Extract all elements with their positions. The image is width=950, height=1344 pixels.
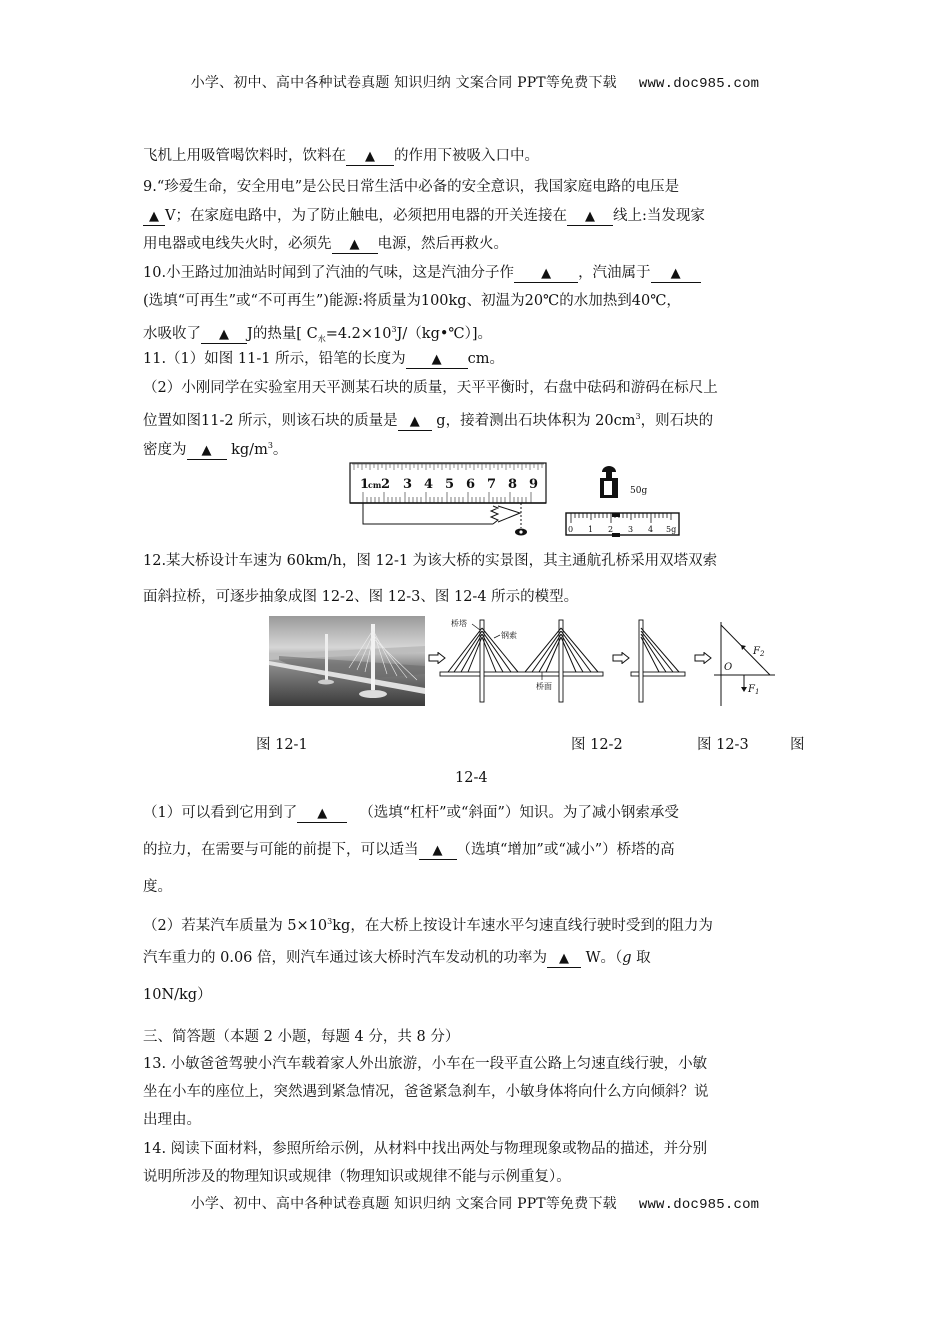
text: cm。: [467, 351, 504, 367]
superscript: 3: [327, 917, 333, 926]
q12-part2-line-3: [143, 985, 809, 1005]
text: （2）小刚同学在实验室用天平测某石块的质量，天平平衡时，右盘中砝码和游码在标尺上: [143, 380, 718, 396]
answer-blank[interactable]: [651, 265, 701, 283]
caption-fig-12-2: 图 12-2: [571, 737, 623, 753]
q12-part1-line-3: [143, 877, 809, 897]
q11-line-2: [143, 378, 809, 398]
text: 13. 小敏爸爸驾驶小汽车载着家人外出旅游，小车在一段平直公路上匀速直线行驶，小敏: [143, 1056, 708, 1072]
page-footer: [0, 1193, 950, 1213]
blank-triangle-icon: ▲: [349, 237, 360, 252]
svg-text:cm: cm: [368, 480, 382, 490]
label-cable: 钢索: [501, 631, 517, 640]
label-f2: $F_2$: [753, 646, 765, 658]
text: 水吸收了: [143, 325, 201, 342]
text: 度。: [143, 879, 172, 895]
text: =4.2×10: [325, 325, 392, 342]
answer-blank[interactable]: [201, 326, 247, 344]
svg-text:4: 4: [424, 477, 434, 492]
answer-blank[interactable]: [398, 413, 432, 431]
q11-line-1: [143, 349, 809, 369]
text: 9.“珍爱生命，安全用电”是公民日常生活中必备的安全意识，我国家庭电路的电压是: [143, 179, 680, 195]
label-deck: 桥面: [536, 682, 552, 691]
text: 电源，然后再救火。: [377, 236, 508, 252]
svg-text:9: 9: [529, 477, 539, 492]
arrow-right-icon: [612, 652, 630, 664]
label-f1: $F_1$: [748, 684, 760, 696]
q9-line-1: [143, 177, 809, 197]
text: 说明所涉及的物理知识或规律（物理知识或规律不能与示例重复）。: [143, 1169, 571, 1185]
answer-blank[interactable]: [143, 208, 165, 226]
blank-triangle-icon: ▲: [541, 266, 552, 281]
q12-line-2: [143, 587, 809, 607]
text: W。（: [581, 950, 623, 966]
q13-line-1: [143, 1054, 809, 1074]
blank-triangle-icon: ▲: [409, 413, 420, 429]
single-tower-diagram: [629, 614, 689, 708]
q12-line-1: [143, 551, 809, 571]
text: 面斜拉桥，可逐步抽象成图 12-2、图 12-3、图 12-4 所示的模型。: [143, 589, 579, 605]
svg-text:8: 8: [508, 477, 518, 492]
label-tower: 桥塔: [451, 619, 467, 628]
text: 出理由。: [143, 1112, 201, 1128]
text: 位置如图11-2 所示，则该石块的质量是: [143, 412, 398, 429]
text: 14. 阅读下面材料，参照所给示例，从材料中找出两处与物理现象或物品的描述，并分别: [143, 1141, 708, 1157]
text: kg，在大桥上按设计车速水平匀速直线行驶时受到的阻力为: [332, 917, 713, 934]
q8-line: [143, 146, 809, 166]
ruler-pencil-figure: [348, 462, 548, 538]
bridge-photo: [269, 616, 425, 706]
caption-fig-12-4-prefix: 图: [790, 737, 805, 753]
answer-blank[interactable]: [346, 148, 394, 166]
answer-blank[interactable]: [514, 265, 578, 283]
q12-part2-line-1: [143, 912, 809, 936]
blank-triangle-icon: ▲: [559, 951, 570, 966]
text: 用电器或电线失火时，必须先: [143, 236, 332, 252]
q9-line-3: [143, 234, 809, 254]
weight-scale-figure: [562, 462, 684, 538]
svg-text:4: 4: [648, 525, 654, 534]
svg-text:7: 7: [487, 477, 497, 492]
svg-text:5g: 5g: [666, 525, 677, 534]
text: 取: [631, 950, 651, 966]
q11-line-3: [143, 407, 809, 431]
text: 10.小王路过加油站时闻到了汽油的气味，这是汽油分子作: [143, 265, 515, 281]
blank-triangle-icon: ▲: [584, 209, 595, 224]
q13-line-2: [143, 1082, 809, 1102]
text: 坐在小车的座位上，突然遇到紧急情况，爸爸紧急刹车，小敏身体将向什么方向倾斜？说: [143, 1084, 709, 1100]
svg-text:3: 3: [403, 477, 413, 492]
footer-text: 小学、初中、高中各种试卷真题 知识归纳 文案合同 PPT等免费下载: [190, 1196, 617, 1212]
cable-stayed-bridge-diagram: [438, 614, 618, 708]
svg-text:1: 1: [588, 525, 594, 534]
q11-line-4: [143, 436, 809, 460]
svg-text:1: 1: [360, 477, 370, 492]
text: 的作用下被吸入口中。: [394, 148, 539, 164]
section-3-title: [143, 1027, 809, 1047]
header-url: www.doc985.com: [638, 76, 760, 92]
text: 12.某大桥设计车速为 60km/h，图 12-1 为该大桥的实景图，其主通航孔桥采用双塔双索: [143, 553, 718, 569]
text: 。: [272, 441, 288, 458]
caption-fig-12-4: 12-4: [455, 770, 488, 786]
answer-blank[interactable]: [567, 208, 613, 226]
svg-text:5: 5: [445, 477, 455, 492]
svg-text:3: 3: [628, 525, 634, 534]
answer-blank[interactable]: [187, 442, 227, 460]
footer-url: www.doc985.com: [638, 1197, 760, 1213]
text: 11.（1）如图 11-1 所示，铅笔的长度为: [143, 351, 406, 367]
text: 三、简答题（本题 2 小题，每题 4 分，共 8 分）: [143, 1029, 460, 1045]
answer-blank[interactable]: [297, 805, 347, 823]
text: （选填“增加”或“减小”）桥塔的高: [456, 842, 675, 858]
text: 的拉力，在需要与可能的前提下，可以适当: [143, 842, 419, 858]
answer-blank[interactable]: [419, 842, 457, 860]
blank-triangle-icon: ▲: [317, 806, 328, 821]
blank-triangle-icon: ▲: [201, 442, 212, 458]
svg-text:6: 6: [466, 477, 476, 492]
q14-line-2: [143, 1167, 809, 1187]
q12-part2-line-2: [143, 948, 809, 968]
blank-triangle-icon: ▲: [149, 209, 159, 224]
superscript: 3: [391, 325, 397, 334]
text: （选填“杠杆”或“斜面”）知识。为了减小钢索承受: [359, 805, 679, 821]
text: J/（kg•℃）]。: [396, 325, 493, 342]
blank-triangle-icon: ▲: [219, 326, 229, 342]
text: 线上:当发现家: [612, 208, 705, 224]
text: J的热量[ C: [247, 325, 318, 342]
superscript: 3: [635, 412, 641, 421]
q9-line-2: [143, 206, 809, 226]
svg-text:2: 2: [608, 525, 614, 534]
svg-text:0: 0: [568, 525, 574, 534]
blank-triangle-icon: ▲: [365, 149, 375, 164]
header-text: 小学、初中、高中各种试卷真题 知识归纳 文案合同 PPT等免费下载: [190, 75, 617, 91]
q10-line-2: [143, 291, 809, 311]
q13-line-3: [143, 1110, 809, 1130]
caption-fig-12-1: 图 12-1: [256, 737, 308, 753]
q10-line-1: [143, 263, 809, 283]
answer-blank[interactable]: [332, 236, 378, 254]
text: g: [622, 950, 632, 966]
text: 汽车重力的 0.06 倍，则汽车通过该大桥时汽车发动机的功率为: [143, 950, 548, 966]
answer-blank[interactable]: [406, 351, 468, 369]
q12-part1-line-2: [143, 840, 809, 860]
blank-triangle-icon: ▲: [670, 266, 681, 281]
svg-text:2: 2: [381, 477, 391, 492]
text: (选填“可再生”或“不可再生”)能源:将质量为100kg、初温为20℃的水加热到40℃，: [143, 293, 681, 309]
caption-fig-12-3: 图 12-3: [697, 737, 749, 753]
lever-model-diagram: [712, 618, 792, 708]
answer-blank[interactable]: [547, 950, 581, 968]
text: （2）若某汽车质量为 5×10: [143, 917, 328, 934]
text: g，接着测出石块体积为 20cm: [431, 412, 636, 429]
q10-line-3: [143, 320, 809, 350]
subscript: 水: [317, 334, 326, 344]
arrow-right-icon: [694, 652, 712, 664]
blank-triangle-icon: ▲: [432, 843, 443, 858]
q14-line-1: [143, 1139, 809, 1159]
weight-label: 50g: [630, 486, 648, 496]
text: 飞机上用吸管喝饮料时，饮料在: [143, 148, 346, 164]
superscript: 3: [267, 441, 273, 450]
text: kg/m: [226, 441, 268, 458]
text: V；在家庭电路中，为了防止触电，必须把用电器的开关连接在: [165, 208, 567, 224]
text: （1）可以看到它用到了: [143, 805, 298, 821]
text: ，汽油属于: [578, 265, 651, 281]
text: 10N/kg）: [143, 987, 212, 1003]
blank-triangle-icon: ▲: [431, 352, 442, 367]
q12-part1-line-1: [143, 803, 809, 823]
text: ，则石块的: [640, 412, 714, 429]
page-header: [0, 72, 950, 92]
label-o: O: [724, 662, 733, 673]
text: 密度为: [143, 441, 187, 458]
